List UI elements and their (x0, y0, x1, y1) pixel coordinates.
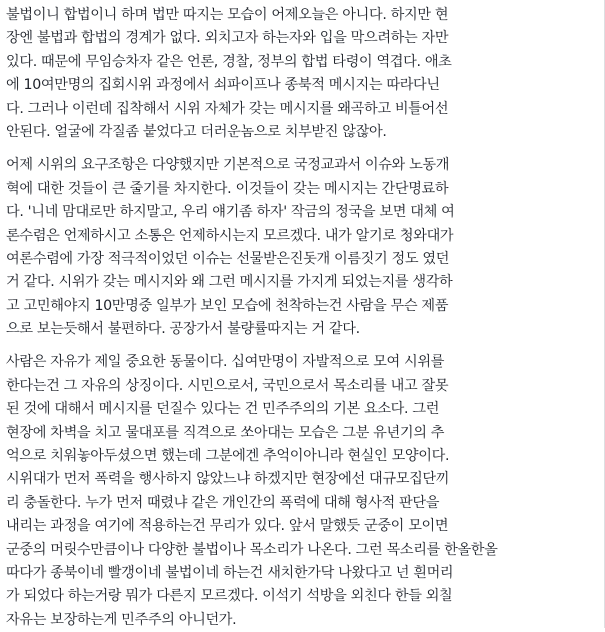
text-line: 혁에 대한 것들이 큰 줄기를 차지한다. 이것들이 갖는 메시지는 간단명료하 (6, 180, 449, 197)
text-line: 자유는 보장하는게 민주주의 아니던가. (6, 611, 237, 628)
text-line: 여론수렴에 가장 적극적이었던 이슈는 선물받은진돗개 이름짓기 정도 였던 (6, 250, 450, 267)
paragraph-1 (6, 4, 604, 144)
paragraph-3 (6, 351, 604, 632)
text-line: 어제 시위의 요구조항은 다양했지만 기본적으로 국정교과서 이슈와 노동개 (6, 157, 450, 174)
text-line: 있다. 때문에 무임승차자 같은 언론, 경찰, 정부의 합법 타령이 역겹다. 애초 (6, 53, 452, 70)
paragraph-2 (6, 154, 604, 341)
text-line: 으로 보는듯해서 불편하다. 공장가서 불량률따지는 거 같다. (6, 321, 360, 338)
text-line: 다. 그러나 이런데 집착해서 시위 자체가 갖는 메시지를 왜곡하고 비틀어선 (6, 100, 449, 117)
text-line: 안된다. 얼굴에 각질좀 붙었다고 더러운놈으로 치부받진 않잖아. (6, 123, 387, 140)
text-line: 내리는 과정을 여기에 적용하는건 무리가 있다. 앞서 말했듯 군중이 모이면 (6, 518, 449, 535)
text-line: 억으로 치워놓아두셨으면 했는데 그분에겐 추억이아니라 현실인 모양이다. (6, 448, 450, 465)
text-line: 장엔 불법과 합법의 경계가 없다. 외치고자 하는자와 입을 막으려하는 자만 (6, 30, 449, 47)
text-line: 시위대가 먼저 폭력을 행사하지 않았느냐 하겠지만 현장에선 대규모집단끼 (6, 471, 450, 488)
text-line: 론수렴은 언제하시고 소통은 언제하시는지 모르겠다. 내가 알기로 청와대가 (6, 227, 454, 244)
text-line: 한다는건 그 자유의 상징이다. 시민으로서, 국민으로서 목소리를 내고 잘못 (6, 377, 449, 394)
text-line: 리 충돌한다. 누가 먼저 때렸냐 같은 개인간의 폭력에 대해 형사적 판단을 (6, 494, 440, 511)
text-line: 거 같다. 시위가 갖는 메시지와 왜 그런 메시지를 가지게 되었는지를 생각하 (6, 274, 453, 291)
text-line: 따다가 종북이네 빨갱이네 불법이네 하는건 새치한가닥 나왔다고 넌 흰머리 (6, 564, 454, 581)
text-line: 고 고민해야지 10만명중 일부가 보인 모습에 천착하는건 사람을 무슨 제품 (6, 297, 449, 314)
text-line: 사람은 자유가 제일 중요한 동물이다. 십여만명이 자발적으로 모여 시위를 (6, 354, 445, 371)
text-line: 다. '니네 맘대로만 하지말고, 우리 얘기좀 하자' 작금의 정국을 보면 대체 여 (6, 204, 455, 221)
text-line: 불법이니 합법이니 하며 법만 따지는 모습이 어제오늘은 아니다. 하지만 현 (6, 7, 449, 23)
text-line: 군중의 머릿수만큼이나 다양한 불법이나 목소리가 나온다. 그런 목소리를 한올한올 (6, 541, 498, 558)
text-line: 에 10여만명의 집회시위 과정에서 쇠파이프나 종북적 메시지는 따라다닌 (6, 77, 440, 94)
text-line: 된 것에 대해서 메시지를 던질수 있다는 건 민주주의의 기본 요소다. 그런 (6, 401, 440, 418)
text-line: 가 되었다 하는거랑 뭐가 다른지 모르겠다. 이석기 석방을 외친다 한들 외칠 (6, 588, 453, 605)
text-line: 현장에 차벽을 치고 물대포를 직격으로 쏘아대는 모습은 그분 유년기의 추 (6, 424, 445, 441)
